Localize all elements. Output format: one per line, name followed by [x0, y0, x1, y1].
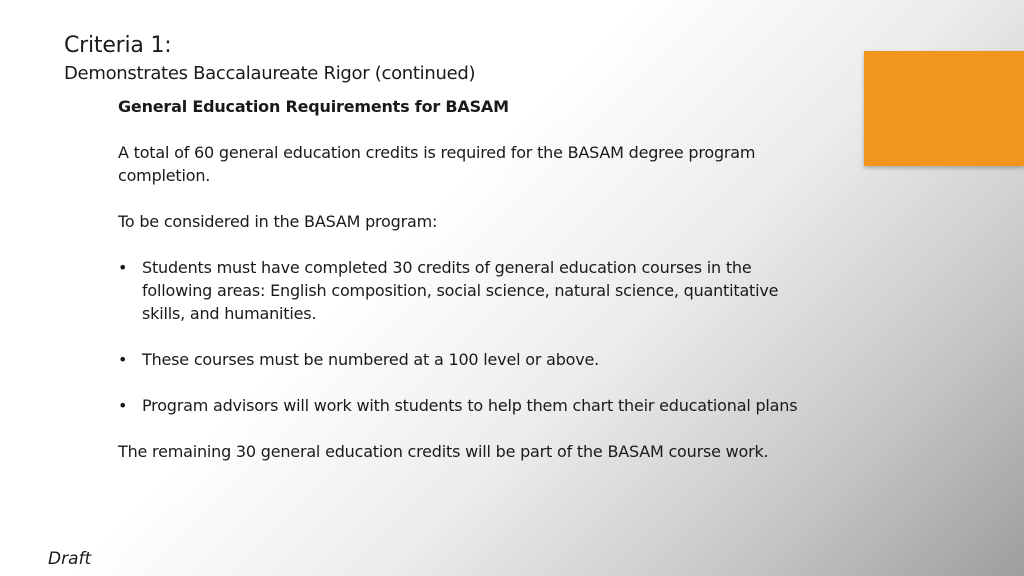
bullet-icon: • [118, 258, 128, 277]
lead-paragraph: To be considered in the BASAM program: [118, 212, 438, 231]
draft-footer: Draft [48, 549, 92, 569]
list-item-text: Program advisors will work with students to help them chart their educational plans [142, 396, 798, 415]
slide-subtitle: Demonstrates Baccalaureate Rigor (continued) [64, 63, 476, 84]
slide-title: Criteria 1: [64, 33, 172, 58]
intro-paragraph: A total of 60 general education credits is required for the BASAM degree program completion. [118, 143, 756, 185]
list-item-text: Students must have completed 30 credits of general education courses in the following areas: English composition, social science, natural science, quantitative skills, and humanities. [142, 258, 779, 323]
section-heading: General Education Requirements for BASAM [118, 97, 509, 116]
requirements-list [118, 256, 798, 417]
list-item-text: These courses must be numbered at a 100 level or above. [142, 350, 600, 369]
orange-accent-block [864, 51, 1024, 166]
list-item [118, 256, 798, 325]
bullet-icon: • [118, 396, 128, 415]
closing-paragraph: The remaining 30 general education credits will be part of the BASAM course work. [118, 442, 769, 461]
bullet-icon: • [118, 350, 128, 369]
list-item [118, 348, 798, 371]
slide-body [118, 95, 798, 486]
list-item [118, 394, 798, 417]
